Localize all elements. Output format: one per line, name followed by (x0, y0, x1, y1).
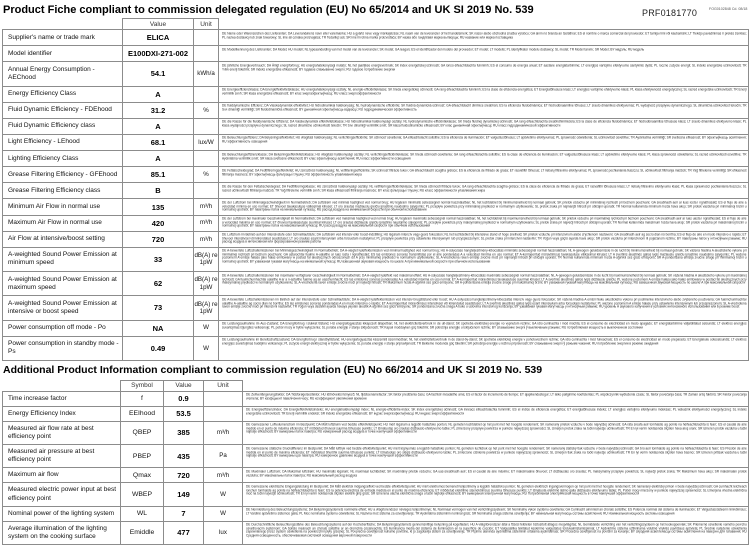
row-description (243, 483, 749, 506)
row-value: 149 (164, 483, 204, 506)
row-value: 53.5 (164, 406, 204, 421)
table-row (3, 199, 749, 215)
row-value: E100DXI-271-002 (123, 46, 194, 62)
multilanguage-description: DE Zeitverlängerungsfaktor; DA Tidsforøgelsesfaktor; HU időnövelési tényező; NL tijdstoenamefactor; SK faktor predĺženia času; GA fachtóir méadaithe ama; ES el factor de incremento de tiempo; ET ajapikendustegur; LT laiko pailginimo koeficientas; PL współczynnik wydłużenia czasu; SL faktor povečanja časa; TR Zaman artış faktörü; SR Faktor povećanja vremena; BY каэфіцыент павелічэння часу; RU коэффициент увеличения времени (246, 392, 747, 400)
row-label: A-weighted Sound Power Emission at maximum speed (3, 272, 123, 296)
row-description (219, 118, 749, 134)
row-value: 720 (164, 468, 204, 483)
row-description (219, 86, 749, 102)
table-row (3, 118, 749, 134)
multilanguage-description: DE Nennleistung des Beleuchtungssystems; DA Belysningssystemets nominelle effekt; HU a világítórendszer névleges teljesítménye; NL Nominaal vermogen van het verlichtingssysteem; SK Nominálny výkon systému osvetlenia; GA Cumhacht ainmniúil an chórais soilsithe; ES Potencia nominal del sistema de iluminación; ET Valgustussüsteemi nimivõimsus; LT Vardinė apšvietimo sistemos galia; PL Moc nominalna systemu oświetlenia; SL Nazivna moč sistema za osvetljevanje; TR Aydınlatma sisteminin nominal gücü; SR Nominalna snaga sistema osvetljenja; BY намінальная магутнасць сістэмы асвятлення; RU Номинальная мощность системы освещения (246, 507, 747, 516)
row-symbol: WL (121, 506, 164, 521)
multilanguage-description: DE A-bewertete Luftschallemissionen im Betrieb auf der Intensivstufe oder Schnelllaufstufe; DA A-vægtet lydeffektemission ved intensiv brugstilstand eller boost; HU A-súlyozású hangteljesítmény-kibocsátás intenzív vagy gyors fokozaton; SK vážená hladina A emisií hluku akustického výkonu pri podmienke intenzívneho alebo zvýšeného používania; GA fuaimchumhachtaí ualaithe A-ualaithe ag socrú dian nó borrtha; ES las emisiones sonoras ponderadas A en modo intensivo o rápido; ET A-korrigeeritud müravõimsus intensiivsel või kiirendatud seadistusel; LT A svertinis akustinės galios lygis esant intensyviam arba forsuotam nustatymui; PL ważone poziomem A emisje hałasu przy ustawieniu intensywnym lub przyspieszonym; SL A-vrednotena raven emisije zvočne moči pri intenzivni nastavitvi; TR Yoğun veya destekli ayarda havaya yayılan akustik A-ağırlıklı ses gücü emisyonu; SR ponderisana zvučna snaga A buke u uslovima intenzivnog korišćenja; BY узважаная гукавая магутнасць у інтэнсіўным рэжыме; RU уровень A звукового излучения в условиях интенсивного использования или в режиме boost (222, 297, 747, 309)
row-unit: dB(A) re 1pW (194, 247, 219, 271)
multilanguage-description: DE A-bewertete Luftschallemissionen bei maximaler verfügbarer Geschwindigkeit im Normalbetrieb; DA A-vægtet lydeffekt ved maksimal effekt; HU A-súlyozású hangteljesítmény-kibocsátás maximális sebességnél normál használatban; NL A-gewogen geluidsemissie in de lucht bij maximumsnelheid bij normaal gebruik; SK vážená hladina A akustického výkonu pri maximálnej rýchlosti; GA fuaimchumhachtaí ualaithe A ar a n-astaíthe fuaime ag an uaschumhacht; ES las emisiones sonoras ponderadas A a velocidad máxima en uso normal; ET A-korrigeeritud müravõimsus tavakasutuse suurimal kiirusel; LT A svertinis akustinės galios lygis didžiausiu greičiu; PL ważone poziomem A emisje hałasu jako hałas emitowany w postaci fal akustycznych przy maksymalnej prędkości w normalnym użytkowaniu; SL A-vrednotena raven emisije zvočne moči pri največji hitrosti; TR Maksimum hızda A-ağırlıklı ses gücü emisyonu; SR A-ponderisana emisija zvučne snage pri maksimalnoj brzini; BY узважаная гукавая магутнасць на максімальнай хуткасці; RU взвешенная звуковая мощность по шкале A при максимальной скорости (222, 273, 747, 285)
row-value: B (123, 183, 194, 199)
multilanguage-description: DE Energieeffizienzklasse; DA Energieffektivitetsklasse; HU energiahatékonysági osztály; NL energie-efficiëntieklasse; SK trieda energetickej účinnosti; GA rang éifeachtúlachta fuinnimh; ES la clase de eficiencia energética; ET Energiatõhususe klass; LT energijos vartojimo efektyvumo klasė; PL klasa efektywności energetycznej; SL razred energetske učinkovitosti; TR Enerji verimlilik sınıfı; SR klasa energetske efikasnosti; BY клас энергаэфектыўнасці; RU класс энергоэффективности (222, 87, 747, 96)
multilanguage-description: DE Name oder Warenzeichen des Lieferanten; DA Leverandørens navn eller varemærke; HU a gyártó neve vagy márkajelzése; NL naam van de leverancier of het handelsmerk; SK názov alebo obchodná značka výrobcu; GA ainm nó branda an tsoláthraí; ES el nombre o marca comercial del proveedor; ET tarnija nimi või kaubamärk; LT Tiekėjo pavadinimas ir prekės ženklas; PL nazwa dostawcy lub znak towarowy; SL ime ali oznaka proizvajalca; TR Tedarikçi adı; SR ime ili robna marka proizvođača; BY назва або гандлёвая марка вытворцы; RU название или марка поставщика (222, 31, 747, 39)
row-description (243, 406, 749, 421)
row-value: ELICA (123, 30, 194, 46)
row-label: Grease Filtering Efficiency - GFEhood (3, 167, 123, 183)
row-value: A (123, 151, 194, 167)
row-unit: % (194, 102, 219, 118)
table-row (3, 62, 749, 86)
multilanguage-description: DE die Klasse für den Fettabscheidegrad; DA Fedtfiltreringsklasse; HU zsírszűrési hatékonysági osztály; NL vetfilteringsefficiëntieklasse; SK trieda účinnosti filtrácie tukov; GA rang éifeachtúlachta scagtha gréisce; ES la clase de eficiencia de filtrado de grasa; ET rasvafiltri tõhususe klass; LT riebalų filtravimo efektyvumo klasė; PL klasa sprawności pochłaniania tłuszczu; SL razred učinkovitosti filtriranja maščob; TR Yağ filtreleme verimlilik sınıfı; SR klasa efikasnosti filtriranja masnoće; BY клас фільтрацыі тлушчу; RU класс эффективности улавливания жира (222, 184, 747, 192)
row-description (219, 183, 749, 199)
table-row (3, 30, 749, 46)
row-description (219, 272, 749, 296)
row-unit: W (194, 336, 219, 360)
row-unit: m³/h (204, 468, 243, 483)
row-description (243, 468, 749, 483)
row-description (219, 46, 749, 62)
table-row (3, 46, 749, 62)
row-label: Energy Efficiency Class (3, 86, 123, 102)
row-value: 720 (123, 231, 194, 247)
row-label: Energy Efficiency Index (3, 406, 121, 421)
header-spacer (3, 19, 123, 30)
row-unit (194, 183, 219, 199)
multilanguage-description: DE Beleuchtungseffizienz; DA Belysningseffektivitet; HU világítási hatékonyság; NL verlichtingsefficiëntie; SK účinnosť osvetlenia; GA éifeachtúlacht soilsithe; ES la eficiencia de iluminación; ET valgustustõhusus; LT apšvietimo efektyvumas; PL sprawność oświetlenia; SL učinkovitost osvetlitve; TR Aydınlatma verimliliği; SR svetlosna efikasnost; BY эфектыўнасць асвятлення; RU эффективность освещения (222, 136, 747, 144)
row-label: Grease Filtering Efficiency class (3, 183, 123, 199)
product-fiche-table (2, 18, 749, 361)
row-value: 435 (164, 445, 204, 468)
row-value: A (123, 86, 194, 102)
table-row (3, 320, 749, 336)
row-label: A-weighted Sound Power Emission at intensive or boost speed (3, 296, 123, 320)
row-value: 54.1 (123, 62, 194, 86)
multilanguage-description: DE A-bewertete Luftschallemissionen bei Minimalgeschwindigkeit im Normalbetrieb; DA A-vægtet lydeffektemission ved minimal hastighed ved normal brug; HU A-súlyozású hangteljesítmény-kibocsátás minimális sebességnél normál használatban; NL A-gewogen geluidsemissie in de lucht bij minimumsnelheid bij normaal gebruik; SK vážená hladina A akustického výkonu pri minimálnej rýchlosti pri bežnom používaní; GA astaíochtaí fuaime A-ualaithe ar luas íosta i ngnáthúsáid; ES las emisiones sonoras transmitidas por el aire ponderadas A a velocidad mínima en uso normal; ET A-korrigeeritud müravõimsus tavakasutuse väikseimal kiirusel; LT A svertinis akustinės galios lygis mažiausiu greičiu įprastinio naudojimo sąlygomis; PL ważone poziomem A emisje hałasu jako hałas emitowany w postaci fal akustycznych odnoszonych do A przy minimalnej prędkości w normalnym użytkowaniu; SL A-vrednotena raven emisije zvočne moči pri najmanjši hitrosti pri običajni uporabi; TR Normal kullanımda minimum hızda A-ağırlıklı ses gücü emisyonu; SR A-ponderisana emisija zvučne snage pri minimalnoj brzini u normalnoj upotrebi; BY узважаная гукавая магутнасць на мінімальнай хуткасці; RU взвешенная звуковая мощность по шкале A при минимальной скорости при обычном использовании (222, 249, 747, 264)
row-unit (204, 391, 243, 406)
row-value: 68.1 (123, 134, 194, 150)
table-row (3, 183, 749, 199)
multilanguage-description: DE Gemessene elektrische Eingangsleistung im Bestpunkt; DA Målt elektrisk indgangseffekt ved bedste effektivitetspunkt; HU mért elektromos bemeneti teljesítmény a legjobb hatásfokú ponton; NL gemeten elektrisch ingangsvermogen op het punt met het hoogste rendement; SK nameraný elektrický príkon v bode najvyššej účinnosti; GA cumhacht leictreach ionchuir tomhaiste ag pointe na héifeachtúlachta is fearr; ES la potencia eléctrica de entrada medida en el punto de máxima eficiencia; ET mõõdetud elektriline sisendvõimsus suurima tõhususe punktis; LT išmatuota elektrinė įėjimo galia didžiausio efektyvumo taške; PL Pobór mocy mierzony w punkcie najwyższej sprawności; SL izmerjena vhodna električna moč na točki največje učinkovitosti; TR En iyi verim noktasında ölçülen elektrik giriş gücü; SR izmerena ulazna električna snaga u tački najbolje efikasnosti; BY вымераная электрычная магутнасць; RU Потребляемая электрическая мощность в точке наилучшей эффективности (246, 484, 747, 496)
row-description (243, 521, 749, 544)
row-symbol: QBEP (121, 421, 164, 444)
row-value: 31.2 (123, 102, 194, 118)
multilanguage-description: DE Durchschnittliche Beleuchtungsstärke des Beleuchtungssystems auf der Kochoberfläche; DA Belysningssystemets gennemsnitlige belysning på kogefladen; HU A világítórendszer által a főzési felületen biztosított átlagos megvilágítás; NL Gemiddelde verlichting van het verlichtingssysteem op het kookoppervlak; SK Priemerné osvetlenie varného povrchu osvetľovacím systémom; GA Soilsiú meánach an chórais soilsithe ar an dromchla cócaireachta; ES iluminancia media del sistema de iluminación en la superficie de cocción; ET Valgusallika tekitatud keskmine valgustatus toiduvalmistamispinnal; LT Apšvietimo sistema užtikrinama vidutinė viryklės paviršiaus apšvieta; PL Średnie natężenie oświetlenia zapewnianego przez system oświetlenia na powierzchni płyty grzejnej; SL Povprečna osvetljenost kuhalne površine, ki jo zagotavlja sistem za osvetljevanje; TR Pişirme alanında aydınlatma sisteminin ortalama aydınlatması; SR Prosečna osvetljenost na površini za kuvanje; BY сярэдняя асветленасць сістэмы асвятлення на паверхні для гатавання; RU Средняя освещенность, обеспечиваемая системой освещения варочной поверхности (246, 522, 747, 538)
additional-info-table (2, 380, 749, 545)
multilanguage-description: DE Energieeffizienzindex; DA Energieffektivitetsindeks; HU energiahatékonysági index; NL energie-efficiëntie-index; SK index energetickej účinnosti; GA innéacs éifeachtúlachta fuinnimh; ES el índice de eficiencia energética; ET energiatõhususe indeks; LT energijos vartojimo efektyvumo indeksas; PL wskaźnik efektywności energetycznej; SL indeks energetske učinkovitosti; TR Enerji verimlilik endeksi; SR indeks energetske efikasnosti; BY індэкс энергаэфектыўнасці; RU индекс энергоэффективности (246, 407, 747, 416)
row-unit: m³/h (194, 199, 219, 215)
row-label: Annual Energy Consumption - AEChood (3, 62, 123, 86)
row-unit (194, 118, 219, 134)
multilanguage-description: DE Modellkennung des Lieferanten; DA Model; HU modell; NL typeaanduiding van het model van de leverancier; SK model; GA leagan; ES el identificador del modelo del proveedor; ET mudel; LT modelis; PL identyfikator modelu dostawcy; SL model; TR Model tanımı; SR Model; BY мадэль; RU модель (222, 47, 645, 52)
row-unit: m³/h (194, 231, 219, 247)
row-description (219, 199, 749, 215)
row-description (219, 320, 749, 336)
row-label: Maximum Air Flow in normal use (3, 215, 123, 231)
multilanguage-description: DE Beleuchtungseffizienzklasse; DA Belysningseffektivitetsklasse; HU világítási hatékonysági osztály; NL verlichtingsefficiëntieklasse; SK trieda účinnosti osvetlenia; GA rang éifeachtúlachta soilsithe; ES la clase de eficiencia de iluminación; ET valgustustõhususe klass; LT apšvietimo efektyvumo klasė; PL klasa sprawności oświetlenia; SL razred učinkovitosti osvetlitve; TR Aydınlatma verimlilik sınıfı; SR klasa svetlosne efikasnosti; BY клас эфектыўнасці асвятлення; RU класс эффективности освещения (222, 152, 747, 160)
row-unit: W (204, 506, 243, 521)
section-title-additional-info: Additional Product Information compliant to commission regulation (EU) No 66/2014 and UK SI 2019 No. 539 (3, 363, 543, 376)
multilanguage-description: DE der Luftstrom bei maximaler Geschwindigkeit im Normalbetrieb; DA Luftstrøm ved maksimal hastighed ved normal brug; HU légáram maximális sebességnél normál használatban; NL het luchtdebiet bij maximumsnelheid bij normaal gebruik; SK prietok vzduchu pri maximálnej rýchlosti pri bežnom používaní; GA sreabhadh aeir ar luas uasta i ngnáthúsáid; ES el flujo de aire a velocidad máxima en uso normal; ET õhuvool tavakasutuse suurimal kiirusel; LT oro srautas didžiausiu greičiu įprastinio naudojimo sąlygomis; PL przepływ powietrza przy maksymalnej prędkości w normalnym użytkowaniu; SL pretok zraka pri največji hitrosti pri običajni uporabi; TR Normal kullanımda maksimum hızda hava akışı; SR protok vazduha pri maksimalnoj brzini u normalnoj upotrebi; BY паветраны паток на максімальнай хуткасці; RU расход воздуха на максимальной скорости при обычном использовании (222, 216, 747, 228)
row-unit: m³/h (204, 421, 243, 444)
row-description (219, 30, 749, 46)
table-row (3, 521, 749, 544)
row-unit: dB(A) re 1pW (194, 272, 219, 296)
multilanguage-description: DE Fettabscheidegrad; DA Fedtfiltreringseffektivitet; HU zsírszűrési hatékonyság; NL vetfilteringsefficiëntie; SK účinnosť filtrácie tukov; GA éifeachtúlacht scagtha gréisce; ES la eficiencia de filtrado de grasa; ET rasvafiltri tõhusus; LT riebalų filtravimo efektyvumas; PL sprawność pochłaniania tłuszczu; SL učinkovitost filtriranja maščob; TR Yağ filtreleme verimliliği; SR efikasnost filtriranja masnoće; BY эфектыўнасць фільтрацыі тлушчу; RU эффективность улавливания жира (222, 168, 747, 176)
table-row (3, 247, 749, 271)
row-value: 73 (123, 296, 194, 320)
column-header-value: Value (164, 380, 204, 391)
table-row (3, 506, 749, 521)
multilanguage-description: DE die Klasse für die fluiddynamische Effizienz; DA Væskedynamisk effektivitetsklasse; HU hidrodinamikai hatékonysági osztály; NL hydrodynamische-efficiëntieklasse; SK trieda fluidnej dynamickej účinnosti; GA rang éifeachtúlachta sreabhdhinimiciúla; ES la clase de eficiencia fluidodinámica; ET hüdrodünaamilise tõhususe klass; LT srauto dinamikos efektyvumo klasė; PL klasa wydajności przepływu dynamicznego; SL razred dinamične učinkovitosti tekočin; TR Sıvı dinamiği verimlilik sınıfı; SR klasa fluidodinamičke efikasnosti; BY клас дынамічнай эфектыўнасці; RU класс гидродинамической эффективности (222, 120, 747, 128)
row-unit: lux/W (194, 134, 219, 150)
row-value: 7 (164, 506, 204, 521)
row-unit: W (194, 320, 219, 336)
table-row (3, 134, 749, 150)
table-row (3, 483, 749, 506)
table-row (3, 272, 749, 296)
row-label: Model identifier (3, 46, 123, 62)
row-description (219, 151, 749, 167)
table-row (3, 102, 749, 118)
row-value: 477 (164, 521, 204, 544)
row-symbol: EEIhood (121, 406, 164, 421)
row-description (219, 247, 749, 271)
page-title: Product Fiche compliant to commission delegated regulation (EU) No 65/2014 and UK SI 2019 No. 539 (3, 4, 534, 16)
table-row (3, 421, 749, 444)
table-row (3, 167, 749, 183)
row-unit: Pa (204, 445, 243, 468)
column-header-unit: Unit (194, 19, 219, 30)
row-unit (194, 30, 219, 46)
row-value: A (123, 118, 194, 134)
row-description (219, 336, 749, 360)
row-label: Lighting Efficiency Class (3, 151, 123, 167)
row-value: 135 (123, 199, 194, 215)
row-symbol: f (121, 391, 164, 406)
column-header-value: Value (123, 19, 194, 30)
column-header-unit: Unit (204, 380, 243, 391)
row-value: NA (123, 320, 194, 336)
row-description (219, 102, 749, 118)
row-label: Air Flow at intensive/boost setting (3, 231, 123, 247)
table-row (3, 391, 749, 406)
multilanguage-description: DE Luftstrom im Betrieb auf der Intensivstufe oder Schnelllaufstufe; DA Luftstrøm ved intensiv eller boost-indstilling; HU légáram intenzív vagy gyors fokozaton; NL het luchtdebiet bij intensieve stand of hoge snelheid; SK prietok vzduchu pri intenzívnom alebo zrýchlenom nastavení; GA sreabhadh aeir ag socrú dian nó borrtha; ES el flujo de aire en modo intensivo o rápido; ET õhuvool intensiivsel või kiirendatud seadistusel; LT oro srautas esant intensyviam arba forsuotam nustatymui; PL przepływ powietrza przy ustawieniu intensywnym lub przyspieszonym; SL pretok zraka pri intenzivni nastavitvi; TR Yoğun veya güçlü ayarda hava akışı; SR protok vazduha pri intenzivnom ili pojačanom režimu; BY паветраны паток у інтэнсіўным рэжыме; RU расход воздуха в интенсивном или форсированном режиме работы (222, 232, 747, 244)
row-label: Measured electric power input at best efficiency point (3, 483, 121, 506)
multilanguage-description: DE jährliche Energieverbrauch; DA Årligt energiforbrug; HU energiahatékonysági mutató; NL het jaarlijkse energieverbruik; SK index energetickej účinnosti; GA ionsú éifeachtúlachta fuinnimh; ES el consumo de energía anual; ET aastane energiatarbimine; LT energijos vartojimo efektyvumo santykinis dydis; PL roczne zużycie energii; SL indeks energetske učinkovitosti; TR Yıllık enerji tüketimi; SR indeks energetske efikasnosti; BY гадавое спажыванне энергіі; RU годовое потребление энергии (222, 63, 747, 71)
multilanguage-description: DE Leistungsaufnahme im Aus-Zustand; DA Energiforbrug i slukket tilstand; HU energiafogyasztás kikapcsolt állapotban; NL het elektriciteitsverbruik in de uit-stand; SK spotreba elektrickej energie vo vypnutom režime; GA ídiú cumhachta i mód múchta; ES el consumo de electricidad en modo apagado; ET energiatarbimine väljalülitatud seisundis; LT elektros energijos suvartojimas išjungties veiksenoje; PL pobór mocy w trybie wyłączenia; SL poraba energije v stanju izključenosti; TR Kapalı moddayken güç tüketimi; SR potrošnja energije u isključenom režimu; BY спажыванне энергіі ў выключаным рэжыме; RU потребляемая мощность в выключенном состоянии (222, 321, 747, 330)
table1-header-row (3, 19, 749, 30)
row-value: 33 (123, 247, 194, 271)
row-unit (204, 406, 243, 421)
document-code: FOG0102848 Cd. 08/18 (709, 7, 748, 12)
table-row (3, 445, 749, 468)
column-header-symbol: Symbol (121, 380, 164, 391)
row-label: Power consumption off mode - Po (3, 320, 123, 336)
row-unit (194, 46, 219, 62)
header-spacer (243, 380, 749, 391)
row-description (243, 445, 749, 468)
multilanguage-description: DE fluiddynamische Effizienz; DA Væskedynamisk effektivitet; HU hidrodinamikai hatékonyság; NL hydrodynamische efficiëntie; SK fluidná dynamická účinnosť; GA éifeachtúlacht dinimice sreabhán; ES la eficiencia fluidodinámica; ET hüdrodünaamiline tõhusus; LT srauto dinamikos efektyvumas; PL wydajność przepływu dynamicznego; SL dinamična učinkovitost tekočin; TR Sıvı dinamiği verimliliği; SR fluidodinamička efikasnost; BY дынамічная эфектыўнасць вадкасці; RU гидродинамическая эффективность (222, 103, 747, 112)
table-row (3, 231, 749, 247)
row-label: Time increase factor (3, 391, 121, 406)
row-label: Light Efficiency - LEhood (3, 134, 123, 150)
row-unit: % (194, 167, 219, 183)
row-symbol: PBEP (121, 445, 164, 468)
table-row (3, 468, 749, 483)
multilanguage-description: DE Gemessener Luftvolumenstrom im Bestpunkt; DA Målt luftstrøm ved bedste effektivitetspunkt; HU mért légáram a legjobb hatásfokú ponton; NL gemeten luchtdebiet op het punt met het hoogste rendement; SK nameraný prietok vzduchu v bode najvyššej účinnosti; GA ráta sreafa aeir tomhaiste ag pointe na héifeachtúlachta is fearr; ES el caudal de aire medido en el punto de máxima eficiencia; ET mõõdetud õhuvool suurima tõhususe punktis; LT išmatuotas oro srautas didžiausio efektyvumo taške; PL zmierzony przepływ powietrza w punkcie najwyższej sprawności; SL izmerjen pretok zraka na točki največje učinkovitosti; TR En iyi verim noktasında ölçülen hava akış oranı; SR izmeren protok vazduha u tački najbolje efikasnosti; BY вымераны паток паветра; RU измеренный расход воздуха в точке наилучшей эффективности (246, 422, 747, 434)
table-row (3, 215, 749, 231)
table-row (3, 406, 749, 421)
row-label: Supplier's name or trade mark (3, 30, 123, 46)
row-description (243, 391, 749, 406)
row-description (219, 215, 749, 231)
row-description (243, 421, 749, 444)
row-value: 85.1 (123, 167, 194, 183)
row-label: Measured air pressure at best efficiency point (3, 445, 121, 468)
row-label: Measured air flow rate at best efficiency point (3, 421, 121, 444)
row-description (219, 296, 749, 320)
product-fiche-document (0, 4, 750, 540)
table-row (3, 86, 749, 102)
row-label: Minimum Air Flow in normal use (3, 199, 123, 215)
table-row (3, 296, 749, 320)
row-label: A-weighted Sound Power Emission at minimum speed (3, 247, 123, 271)
row-description (219, 134, 749, 150)
row-symbol: Qmax (121, 468, 164, 483)
header-spacer (3, 380, 121, 391)
header-spacer (219, 19, 749, 30)
row-value: 0.9 (164, 391, 204, 406)
multilanguage-description: DE Maximaler Luftstrom; DA Maksimal luftstrøm; HU maximális légáram; NL maximaal luchtdebiet; SK maximálny prietok vzduchu; GA uas-sreabhadh aeir; ES el caudal de aire máximo; ET maksimaalne õhuvool; LT didžiausias oro srautas; PL maksymalny przepływ powietrza; SL največji pretok zraka; TR Maksimum hava akışı; SR maksimalan protok vazduha; BY максімальны паток паветра; RU максимальный расход воздуха (246, 469, 747, 477)
row-label: Power consumption in standby mode - Ps (3, 336, 123, 360)
row-symbol: Emiddle (121, 521, 164, 544)
row-value: 385 (164, 421, 204, 444)
document-number: PRF0181770 (642, 8, 698, 18)
row-symbol: WBEP (121, 483, 164, 506)
row-unit: lux (204, 521, 243, 544)
row-unit (194, 151, 219, 167)
row-unit: kWh/a (194, 62, 219, 86)
row-label: Average illumination of the lighting system on the cooking surface (3, 521, 121, 544)
row-unit: dB(A) re 1pW (194, 296, 219, 320)
multilanguage-description: DE Gemessene statische Druckdifferenz im Bestpunkt; DA Målt lufttryk ved bedste effektivitetspunkt; HU mért légnyomás a legjobb hatásfokú ponton; NL gemeten luchtdruk op het punt met het hoogste rendement; SK nameraný statický tlak vzduchu v bode najvyššej účinnosti; GA brú aeir tomhaiste ag pointe na héifeachtúlachta is fearr; ES Presión de aire medida en el punto de máxima eficiencia; ET mõõdetud õhurõhk suurima tõhususe punktis; LT išmatuotas oro slėgis didžiausio efektyvumo taške; PL zmierzone ciśnienie powietrza w punkcie najwyższej sprawności; SL izmerjen tlak zraka na točki največje učinkovitosti; TR En iyi verim noktasında ölçülen hava basıncı; SR izmeren pritisak vazduha u tački najbolje efikasnosti; BY вымераны ціск паветра; RU измеренное давление воздуха в точке наилучшей эффективности (246, 446, 747, 457)
row-label: Maximum air flow (3, 468, 121, 483)
table-row (3, 336, 749, 360)
table-row (3, 151, 749, 167)
row-description (219, 62, 749, 86)
row-description (243, 506, 749, 521)
row-label: Fluid Dynamic Efficiency class (3, 118, 123, 134)
row-value: 420 (123, 215, 194, 231)
row-value: 62 (123, 272, 194, 296)
row-description (219, 231, 749, 247)
multilanguage-description: DE der Luftstrom bei Minimalgeschwindigkeit im Normalbetrieb; DA Luftstrøm ved minimal hastighed ved normal brug; HU légáram minimális sebességnél normál használatban; NL het luchtdebiet bij minimumsnelheid bij normaal gebruik; SK prietok vzduchu pri minimálnej rýchlosti pri bežnom používaní; GA sreabhadh aeir ar luas íosta i ngnáthúsáid; ES el flujo de aire a velocidad mínima en uso normal; ET õhuvool tavakasutuse väikseimal kiirusel; LT oro srautas mažiausiu greičiu įprastinio naudojimo sąlygomis; PL przepływ powietrza przy minimalnej prędkości w normalnym użytkowaniu; SL pretok zraka pri najmanjši hitrosti pri običajni uporabi; TR Normal kullanımda minimum hızda hava akışı; SR protok vazduha pri minimalnoj brzini u normalnoj upotrebi; BY паветраны паток на мінімальнай хуткасці; RU расход воздуха на минимальной скорости при обычном использовании (222, 200, 747, 212)
table2-header-row (3, 380, 749, 391)
row-unit: m³/h (194, 215, 219, 231)
row-unit (194, 86, 219, 102)
row-description (219, 167, 749, 183)
row-label: Fluid Dynamic Efficiency - FDEhood (3, 102, 123, 118)
row-unit: W (204, 483, 243, 506)
row-label: Nominal power of the lighting system (3, 506, 121, 521)
row-value: 0.49 (123, 336, 194, 360)
multilanguage-description: DE Leistungsaufnahme im Bereitschaftszustand; DA Energiforbrug i standbytilstand; HU energiafogyasztás készenléti üzemmódban; NL het elektriciteitsverbruik in de stand-by-stand; SK spotreba elektrickej energie v pohotovostnom režime; GA ídiú cumhachta i mód fuireachais; ES el consumo de electricidad en modo preparado; ET Energiakulu ooteseisundis; LT elektros energijos suvartojimas budėjimo veiksenoje; PL zużycie energii elektrycznej w trybie wyłączenia; SL poraba energije v stanju pripravljenosti; TR Bekleme modunda güç tüketimi; SR potrošnja energije u režimu pripravnosti; BY спажыванне энергіі ў рэжыме чакання; RU потребление энергии в режиме ожидания (222, 337, 747, 346)
